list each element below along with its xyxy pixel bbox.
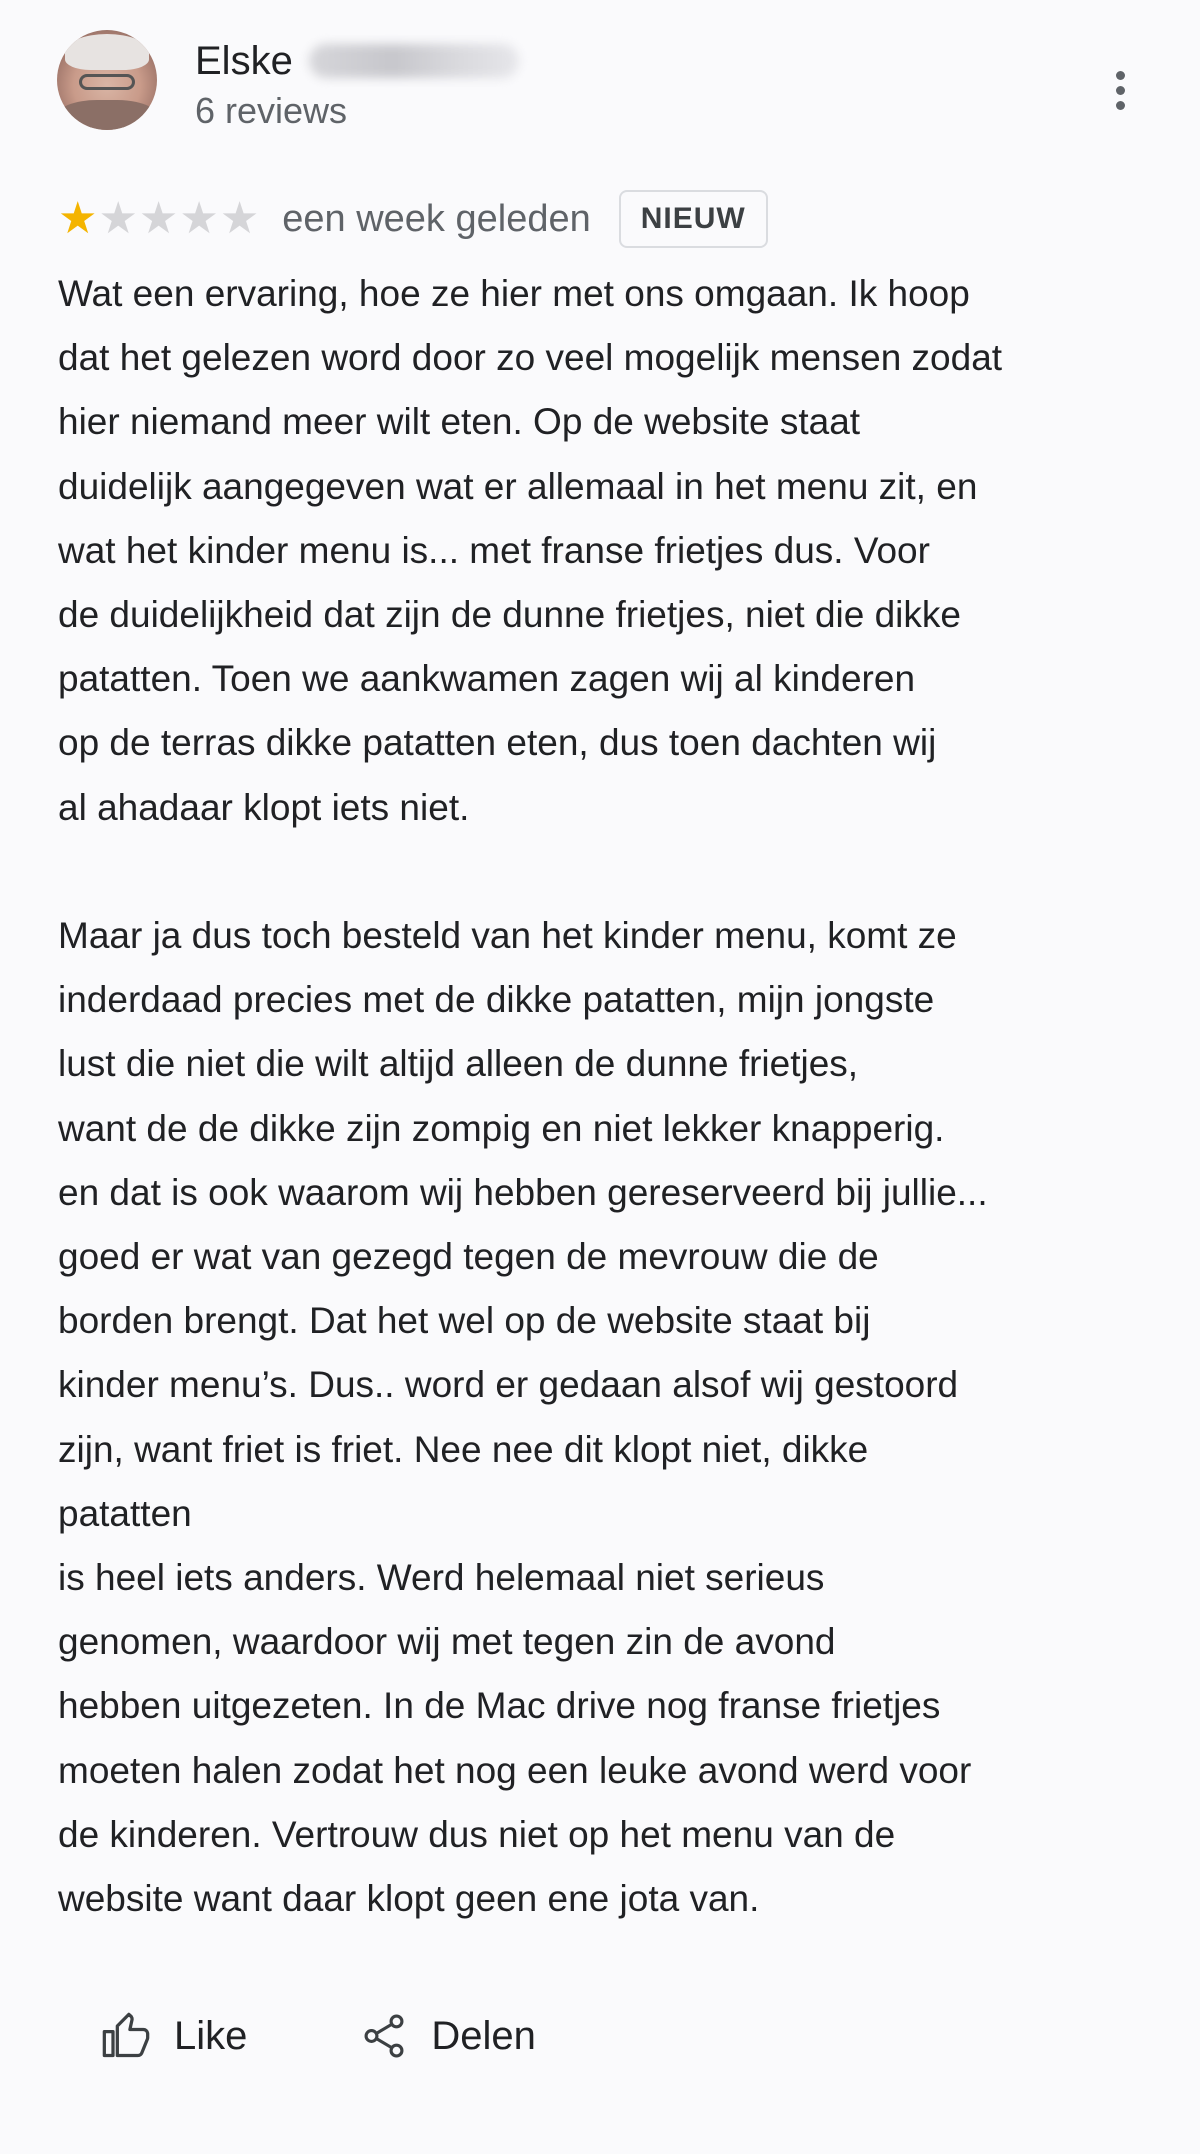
new-badge: NIEUW	[619, 190, 768, 248]
review-text-line: is heel iets anders. Werd helemaal niet serieus	[58, 1557, 825, 1599]
review-text-line: dat het gelezen word door zo veel mogelijk mensen zodat	[58, 337, 1003, 379]
star-icon-empty: ★	[138, 194, 179, 243]
review-text	[58, 262, 1168, 1931]
star-rating	[58, 194, 260, 243]
review-text-line: website want daar klopt geen ene jota van.	[58, 1878, 760, 1920]
star-icon-filled: ★	[58, 194, 98, 243]
thumb-up-icon	[100, 2010, 152, 2062]
review-text-line: duidelijk aangegeven wat er allemaal in het menu zit, en	[58, 465, 978, 507]
avatar[interactable]	[57, 30, 157, 130]
review-text-line: patatten. Toen we aankwamen zagen wij al kinderen	[58, 658, 916, 700]
like-label: Like	[174, 2013, 248, 2058]
review-text-line: al ahadaar klopt iets niet.	[58, 786, 470, 828]
avatar-shoulders	[57, 100, 157, 130]
rating-row	[58, 184, 768, 254]
avatar-glasses	[79, 74, 135, 90]
review-text-line: lust die niet die wilt altijd alleen de dunne frietjes,	[58, 1043, 859, 1085]
review-text-line: want de de dikke zijn zompig en niet lekker knapperig.	[58, 1107, 945, 1149]
reviewer-review-count: 6 reviews	[195, 90, 348, 131]
star-icon-empty: ★	[179, 194, 219, 243]
share-icon	[359, 2011, 409, 2061]
review-text-line: Maar ja dus toch besteld van het kinder menu, komt ze	[58, 915, 957, 957]
review-time-ago: een week geleden	[282, 197, 591, 240]
avatar-hair	[65, 34, 149, 70]
reviewer-name-row	[195, 36, 519, 86]
review-text-line: genomen, waardoor wij met tegen zin de avond	[58, 1621, 836, 1663]
review-text-line: hebben uitgezeten. In de Mac drive nog franse frietjes	[58, 1685, 941, 1727]
review-actions	[100, 1996, 536, 2076]
review-text-line: borden brengt. Dat het wel op de website staat bij	[58, 1300, 871, 1342]
review-text-line: Wat een ervaring, hoe ze hier met ons omgaan. Ik hoop	[58, 273, 970, 314]
review-text-line: de duidelijkheid dat zijn de dunne frietjes, niet die dikke	[58, 594, 961, 636]
more-vert-icon-dot	[1116, 101, 1125, 110]
more-options-button[interactable]	[1100, 60, 1140, 120]
review-text-line: hier niemand meer wilt eten. Op de website staat	[58, 401, 861, 443]
review-text-line: zijn, want friet is friet. Nee nee dit klopt niet, dikke	[58, 1428, 869, 1470]
review-text-line: de kinderen. Vertrouw dus niet op het menu van de	[58, 1813, 896, 1855]
like-button[interactable]	[100, 2010, 247, 2062]
review-text-line: op de terras dikke patatten eten, dus toen dachten wij	[58, 722, 937, 764]
reviewer-name[interactable]: Elske	[195, 38, 293, 83]
more-vert-icon-dot	[1116, 71, 1125, 80]
star-icon-empty: ★	[98, 194, 138, 243]
star-icon-empty: ★	[219, 194, 260, 243]
review-text-line: patatten	[58, 1492, 192, 1534]
share-button[interactable]	[359, 2011, 536, 2061]
review-text-line: moeten halen zodat het nog een leuke avond werd voor	[58, 1749, 972, 1791]
review-text-line: goed er wat van gezegd tegen de mevrouw die de	[58, 1236, 879, 1278]
paragraph-gap	[58, 840, 1168, 904]
review-text-line: wat het kinder menu is... met franse frietjes dus. Voor	[58, 529, 930, 571]
review-text-line: kinder menu’s. Dus.. word er gedaan alsof wij gestoord	[58, 1364, 959, 1406]
more-vert-icon-dot	[1116, 86, 1125, 95]
share-label: Delen	[431, 2013, 536, 2058]
review-text-line: en dat is ook waarom wij hebben gereserveerd bij jullie...	[58, 1171, 988, 1213]
reviewer-surname-redacted	[309, 44, 519, 78]
review-text-line: inderdaad precies met de dikke patatten, mijn jongste	[58, 979, 935, 1021]
